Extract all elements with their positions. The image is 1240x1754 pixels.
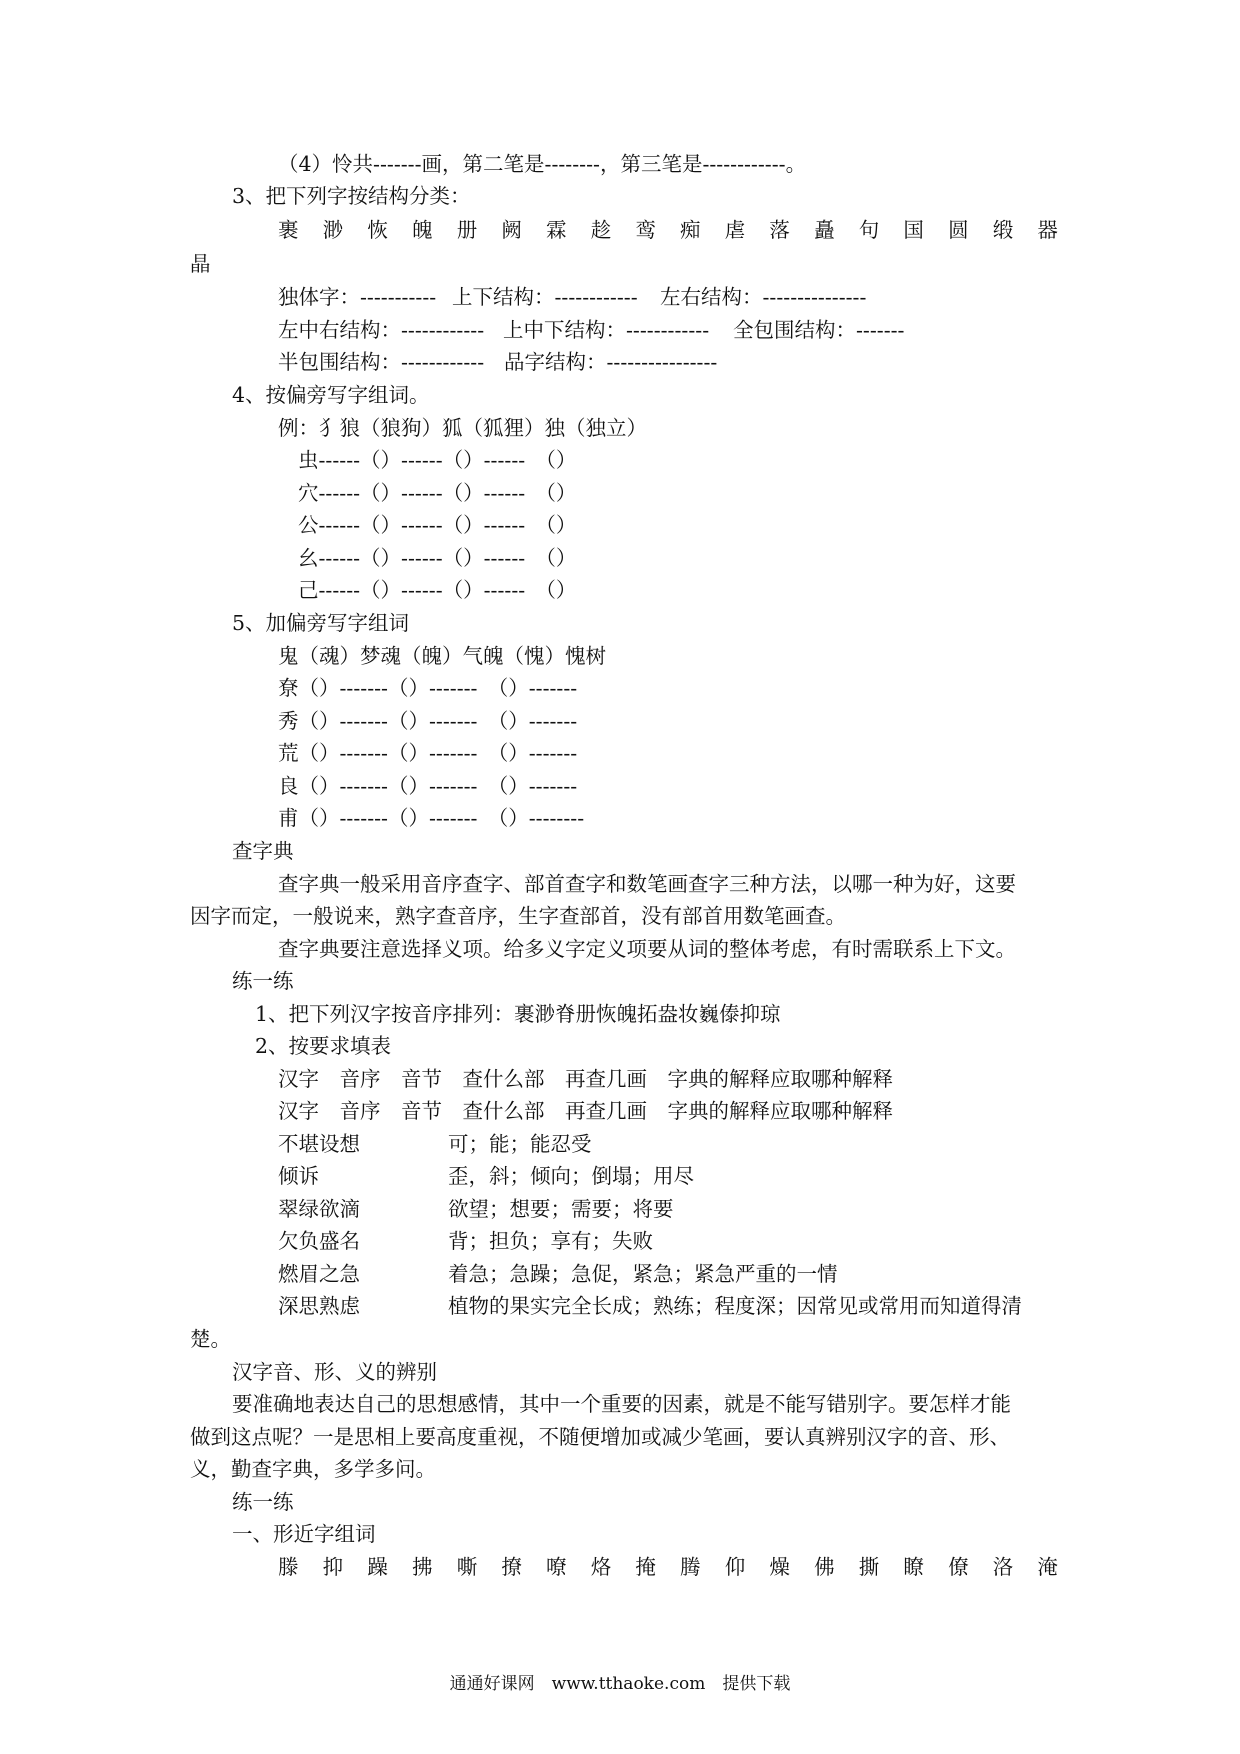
table-meanings: 可；能；能忍受 bbox=[448, 1132, 592, 1156]
character: 掩 bbox=[635, 1555, 656, 1579]
character: 腾 bbox=[680, 1555, 701, 1579]
paragraph-line: 因字而定，一般说来，熟字查音序，生字查部首，没有部首用数笔画查。 bbox=[190, 904, 846, 928]
blank-top-mid-bottom: 上中下结构：------------ bbox=[503, 318, 710, 342]
character: 淹 bbox=[1037, 1555, 1058, 1579]
example-line: 例：犭狼（狼狗）狐（狐狸）独（独立） bbox=[278, 416, 647, 440]
heading-structure-classify: 3、把下列字按结构分类： bbox=[232, 184, 471, 208]
section-heading-distinguish: 汉字音、形、义的辨别 bbox=[232, 1360, 437, 1384]
character: 国 bbox=[903, 218, 924, 242]
page-footer: 通通好课网 www.tthaoke.com 提供下载 bbox=[449, 1674, 791, 1694]
character: 圆 bbox=[948, 218, 969, 242]
character: 句 bbox=[858, 218, 880, 242]
character: 撕 bbox=[858, 1555, 880, 1579]
character: 趁 bbox=[590, 218, 612, 242]
character: 落 bbox=[769, 218, 790, 242]
character: 烙 bbox=[590, 1555, 612, 1579]
table-word: 欠负盛名 bbox=[278, 1229, 360, 1253]
blank-half-enclosure: 半包围结构：------------ bbox=[278, 350, 485, 374]
exercise-instruction: 2、按要求填表 bbox=[255, 1034, 392, 1058]
table-word: 深思熟虑 bbox=[278, 1294, 360, 1318]
character: 滕 bbox=[278, 1555, 299, 1579]
table-header: 汉字 音序 音节 查什么部 再查几画 字典的解释应取哪种解释 bbox=[278, 1099, 893, 1123]
paragraph-line: 义，勤查字典，多学多问。 bbox=[190, 1457, 436, 1481]
table-word: 倾诉 bbox=[278, 1164, 319, 1188]
paragraph-line: 查字典要注意选择义项。给多义字定义项要从词的整体考虑，有时需联系上下文。 bbox=[278, 937, 1016, 961]
table-word: 不堪设想 bbox=[278, 1132, 360, 1156]
character: 嘶 bbox=[456, 1555, 478, 1579]
exercise-row: 良（）-------（）------- （）------- bbox=[278, 774, 578, 798]
blank-single-body: 独体字：----------- bbox=[278, 285, 437, 309]
wrapped-text: 楚。 bbox=[190, 1327, 231, 1351]
character: 器 bbox=[1037, 218, 1058, 242]
blank-top-bottom: 上下结构：------------ bbox=[452, 285, 638, 309]
blank-left-mid-right: 左中右结构：------------ bbox=[278, 318, 485, 342]
table-meanings: 背；担负；享有；失败 bbox=[448, 1229, 653, 1253]
character: 洛 bbox=[992, 1555, 1014, 1579]
exercise-instruction: 1、把下列汉字按音序排列：裹渺脊册恢魄拓盎妆巍傣抑琼 bbox=[255, 1002, 781, 1026]
character: 仰 bbox=[724, 1555, 746, 1579]
exercise-row: 秀（）-------（）------- （）------- bbox=[278, 709, 578, 733]
practice-heading: 练一练 bbox=[232, 969, 294, 993]
paragraph-line: 查字典一般采用音序查字、部首查字和数笔画查字三种方法，以哪一种为好，这要 bbox=[278, 872, 1016, 896]
table-word: 燃眉之急 bbox=[278, 1262, 360, 1286]
exercise-row: 尞（）-------（）------- （）------- bbox=[278, 676, 578, 700]
table-meanings: 欲望；想要；需要；将要 bbox=[448, 1197, 674, 1221]
character: 恢 bbox=[367, 218, 388, 242]
character: 僚 bbox=[948, 1555, 969, 1579]
character: 魄 bbox=[412, 218, 433, 242]
example-line: 鬼（魂）梦魂（魄）气魄（愧）愧树 bbox=[278, 644, 606, 668]
exercise-row: 己------（）------（）------ （） bbox=[298, 578, 577, 602]
heading-add-radical: 5、加偏旁写字组词 bbox=[232, 611, 410, 635]
character: 阙 bbox=[501, 218, 522, 242]
character-row-structure bbox=[278, 216, 1058, 244]
character: 裹 bbox=[278, 218, 299, 242]
character: 缎 bbox=[992, 218, 1014, 242]
character: 虐 bbox=[724, 218, 746, 242]
character: 撩 bbox=[501, 1555, 522, 1579]
character: 矗 bbox=[814, 218, 835, 242]
character: 嘹 bbox=[546, 1555, 567, 1579]
character: 痴 bbox=[680, 218, 701, 242]
character-row-similar bbox=[278, 1553, 1058, 1581]
wrapped-char: 晶 bbox=[190, 252, 211, 276]
exercise-row: 幺------（）------（）------ （） bbox=[298, 546, 577, 570]
paragraph-line: 要准确地表达自己的思想感情，其中一个重要的因素，就是不能写错别字。要怎样才能 bbox=[232, 1392, 1011, 1416]
exercise-row: 公------（）------（）------ （） bbox=[298, 513, 577, 537]
table-word: 翠绿欲滴 bbox=[278, 1197, 360, 1221]
exercise-heading-similar-chars: 一、形近字组词 bbox=[232, 1522, 376, 1546]
section-heading-dictionary: 查字典 bbox=[232, 839, 294, 863]
character: 鸾 bbox=[635, 218, 656, 242]
line-stroke-count: （4）怜共-------画，第二笔是--------，第三笔是------------。 bbox=[278, 152, 807, 176]
table-meanings: 歪，斜；倾向；倒塌；用尽 bbox=[448, 1164, 694, 1188]
exercise-row: 穴------（）------（）------ （） bbox=[298, 481, 577, 505]
paragraph-line: 做到这点呢？一是思相上要高度重视，不随便增加或减少笔画，要认真辨别汉字的音、形、 bbox=[190, 1425, 1010, 1449]
character: 渺 bbox=[322, 218, 344, 242]
exercise-row: 甫（）-------（）------- （）-------- bbox=[278, 806, 585, 830]
blank-full-enclosure: 全包围结构：------- bbox=[733, 318, 905, 342]
table-meanings: 着急；急躁；急促，紧急；紧急严重的一情 bbox=[448, 1262, 838, 1286]
table-meanings: 植物的果实完全长成；熟练；程度深；因常见或常用而知道得清 bbox=[448, 1294, 1022, 1318]
character: 瞭 bbox=[903, 1555, 924, 1579]
blank-pin-structure: 品字结构：---------------- bbox=[504, 350, 718, 374]
character: 抑 bbox=[322, 1555, 344, 1579]
character: 燥 bbox=[769, 1555, 790, 1579]
heading-radical-words: 4、按偏旁写字组词。 bbox=[232, 383, 430, 407]
exercise-row: 荒（）-------（）------- （）------- bbox=[278, 741, 578, 765]
table-header: 汉字 音序 音节 查什么部 再查几画 字典的解释应取哪种解释 bbox=[278, 1067, 893, 1091]
blank-left-right: 左右结构：--------------- bbox=[660, 285, 867, 309]
character: 佛 bbox=[814, 1555, 835, 1579]
exercise-row: 虫------（）------（）------ （） bbox=[298, 448, 577, 472]
character: 霖 bbox=[546, 218, 567, 242]
practice-heading: 练一练 bbox=[232, 1490, 294, 1514]
character: 册 bbox=[456, 218, 478, 242]
character: 拂 bbox=[412, 1555, 433, 1579]
character: 躁 bbox=[367, 1555, 388, 1579]
